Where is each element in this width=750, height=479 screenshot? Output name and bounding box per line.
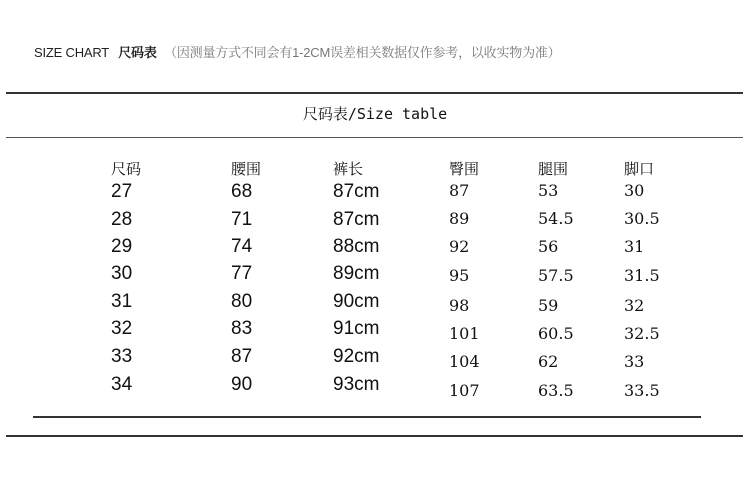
table-cell-hem: 32 — [624, 296, 645, 315]
column-header-thigh: 腿围 — [538, 160, 569, 178]
table-cell-length: 89cm — [333, 263, 380, 284]
table-cell-waist: 83 — [231, 318, 253, 339]
column-header-hem: 脚口 — [624, 160, 655, 178]
table-cell-waist: 80 — [231, 291, 253, 312]
table-cell-thigh: 54.5 — [538, 209, 574, 228]
table-cell-length: 93cm — [333, 374, 380, 395]
table-cell-length: 92cm — [333, 346, 380, 367]
table-cell-waist: 71 — [231, 209, 253, 230]
table-cell-size: 32 — [111, 318, 133, 339]
table-bottom-divider — [33, 416, 701, 418]
column-header-size: 尺码 — [111, 160, 142, 178]
table-cell-thigh: 53 — [538, 181, 559, 200]
table-cell-length: 87cm — [333, 181, 380, 202]
table-cell-hem: 30.5 — [624, 209, 660, 228]
size-chart-label-cn: 尺码表 — [118, 45, 157, 60]
table-cell-thigh: 60.5 — [538, 324, 574, 343]
table-cell-hip: 104 — [449, 352, 480, 371]
table-cell-hip: 107 — [449, 381, 480, 400]
bottom-divider — [6, 435, 743, 437]
title-divider — [6, 137, 743, 138]
table-cell-size: 28 — [111, 209, 133, 230]
table-title: 尺码表/Size table — [302, 105, 448, 123]
table-cell-size: 34 — [111, 374, 133, 395]
table-cell-waist: 87 — [231, 346, 253, 367]
table-cell-size: 27 — [111, 181, 133, 202]
table-cell-hip: 95 — [449, 266, 470, 285]
table-cell-hem: 30 — [624, 181, 645, 200]
table-cell-size: 33 — [111, 346, 133, 367]
table-cell-hip: 101 — [449, 324, 480, 343]
table-cell-waist: 77 — [231, 263, 253, 284]
table-cell-size: 29 — [111, 236, 133, 257]
table-cell-length: 91cm — [333, 318, 380, 339]
table-cell-hip: 87 — [449, 181, 470, 200]
table-cell-hip: 98 — [449, 296, 470, 315]
table-cell-hip: 92 — [449, 237, 470, 256]
size-chart-label-en: SIZE CHART — [34, 45, 109, 60]
table-cell-thigh: 62 — [538, 352, 559, 371]
column-header-hip: 臀围 — [449, 160, 480, 178]
table-cell-thigh: 56 — [538, 237, 559, 256]
column-header-length: 裤长 — [333, 160, 364, 178]
size-chart-header — [34, 42, 561, 61]
table-cell-waist: 68 — [231, 181, 253, 202]
table-cell-hem: 31.5 — [624, 266, 660, 285]
table-cell-hip: 89 — [449, 209, 470, 228]
table-cell-thigh: 57.5 — [538, 266, 574, 285]
table-cell-length: 88cm — [333, 236, 380, 257]
measurement-note: （因测量方式不同会有1-2CM误差相关数据仅作参考，以收实物为准） — [164, 45, 561, 60]
table-cell-length: 90cm — [333, 291, 380, 312]
table-cell-waist: 90 — [231, 374, 253, 395]
table-cell-thigh: 59 — [538, 296, 559, 315]
table-cell-size: 30 — [111, 263, 133, 284]
table-cell-hem: 33.5 — [624, 381, 660, 400]
table-cell-length: 87cm — [333, 209, 380, 230]
table-cell-hem: 33 — [624, 352, 645, 371]
table-cell-thigh: 63.5 — [538, 381, 574, 400]
table-cell-waist: 74 — [231, 236, 253, 257]
top-divider — [6, 92, 743, 94]
table-cell-hem: 31 — [624, 237, 645, 256]
table-cell-size: 31 — [111, 291, 133, 312]
column-header-waist: 腰围 — [231, 160, 262, 178]
table-cell-hem: 32.5 — [624, 324, 660, 343]
